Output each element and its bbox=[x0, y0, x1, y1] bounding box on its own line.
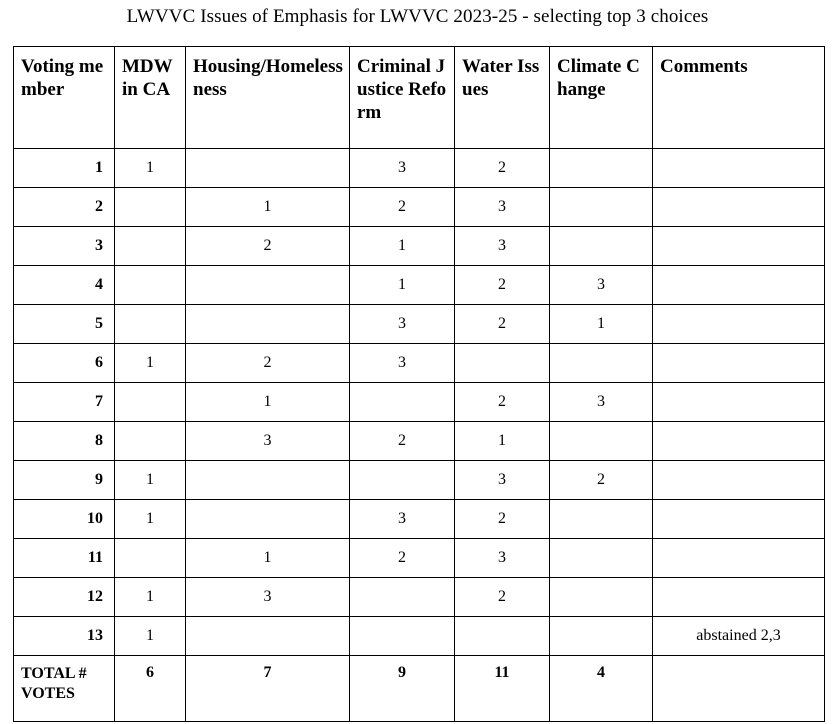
cell-comments bbox=[653, 500, 825, 539]
header-voting-member: Voting member bbox=[14, 47, 115, 149]
total-row bbox=[14, 656, 825, 722]
cell-mdw: 1 bbox=[115, 344, 186, 383]
cell-mdw bbox=[115, 266, 186, 305]
header-water-issues: Water Issues bbox=[455, 47, 550, 149]
header-comments: Comments bbox=[653, 47, 825, 149]
cell-housing: 1 bbox=[186, 539, 350, 578]
cell-housing bbox=[186, 149, 350, 188]
table-row bbox=[14, 539, 825, 578]
cell-housing bbox=[186, 500, 350, 539]
table-row bbox=[14, 188, 825, 227]
cell-mdw: 1 bbox=[115, 461, 186, 500]
cell-comments bbox=[653, 305, 825, 344]
cell-water: 2 bbox=[455, 578, 550, 617]
cell-comments bbox=[653, 227, 825, 266]
cell-housing: 2 bbox=[186, 227, 350, 266]
cell-mdw: 1 bbox=[115, 149, 186, 188]
table-row bbox=[14, 149, 825, 188]
cell-climate: 3 bbox=[550, 383, 653, 422]
cell-comments bbox=[653, 539, 825, 578]
table-row bbox=[14, 227, 825, 266]
cell-comments bbox=[653, 188, 825, 227]
cell-member: 2 bbox=[14, 188, 115, 227]
cell-comments bbox=[653, 383, 825, 422]
table-row bbox=[14, 305, 825, 344]
cell-housing: 1 bbox=[186, 383, 350, 422]
header-mdw-in-ca: MDW in CA bbox=[115, 47, 186, 149]
cell-housing: 3 bbox=[186, 578, 350, 617]
table-row bbox=[14, 461, 825, 500]
cell-comments bbox=[653, 266, 825, 305]
cell-mdw bbox=[115, 383, 186, 422]
cell-housing: 2 bbox=[186, 344, 350, 383]
cell-climate: 3 bbox=[550, 266, 653, 305]
cell-mdw bbox=[115, 539, 186, 578]
cell-climate bbox=[550, 188, 653, 227]
votes-table bbox=[13, 46, 825, 722]
cell-mdw bbox=[115, 422, 186, 461]
cell-water: 3 bbox=[455, 539, 550, 578]
cell-criminal: 3 bbox=[350, 344, 455, 383]
cell-mdw: 1 bbox=[115, 617, 186, 656]
total-criminal: 9 bbox=[350, 656, 455, 722]
cell-climate: 2 bbox=[550, 461, 653, 500]
total-mdw: 6 bbox=[115, 656, 186, 722]
cell-climate bbox=[550, 578, 653, 617]
cell-member: 9 bbox=[14, 461, 115, 500]
cell-mdw bbox=[115, 188, 186, 227]
table-row bbox=[14, 344, 825, 383]
total-label: TOTAL # VOTES bbox=[14, 656, 115, 722]
table-row bbox=[14, 578, 825, 617]
header-housing-homelessness: Housing/Homelessness bbox=[186, 47, 350, 149]
cell-criminal bbox=[350, 617, 455, 656]
cell-water: 2 bbox=[455, 149, 550, 188]
cell-member: 3 bbox=[14, 227, 115, 266]
cell-climate bbox=[550, 422, 653, 461]
cell-water: 2 bbox=[455, 383, 550, 422]
cell-criminal: 2 bbox=[350, 422, 455, 461]
cell-comments bbox=[653, 461, 825, 500]
cell-member: 6 bbox=[14, 344, 115, 383]
cell-housing bbox=[186, 266, 350, 305]
cell-climate bbox=[550, 500, 653, 539]
cell-mdw: 1 bbox=[115, 500, 186, 539]
cell-climate bbox=[550, 344, 653, 383]
cell-comments bbox=[653, 578, 825, 617]
cell-comments: abstained 2,3 bbox=[653, 617, 825, 656]
cell-member: 4 bbox=[14, 266, 115, 305]
cell-criminal: 2 bbox=[350, 188, 455, 227]
cell-member: 10 bbox=[14, 500, 115, 539]
cell-climate bbox=[550, 539, 653, 578]
table-row bbox=[14, 266, 825, 305]
cell-water: 3 bbox=[455, 188, 550, 227]
cell-climate bbox=[550, 149, 653, 188]
cell-criminal: 3 bbox=[350, 500, 455, 539]
cell-water: 2 bbox=[455, 305, 550, 344]
cell-water: 2 bbox=[455, 500, 550, 539]
cell-housing bbox=[186, 617, 350, 656]
cell-member: 1 bbox=[14, 149, 115, 188]
cell-climate bbox=[550, 617, 653, 656]
votes-body bbox=[14, 149, 825, 722]
cell-comments bbox=[653, 149, 825, 188]
cell-housing: 1 bbox=[186, 188, 350, 227]
cell-criminal: 3 bbox=[350, 149, 455, 188]
cell-member: 11 bbox=[14, 539, 115, 578]
total-water: 11 bbox=[455, 656, 550, 722]
cell-water: 2 bbox=[455, 266, 550, 305]
cell-mdw: 1 bbox=[115, 578, 186, 617]
cell-comments bbox=[653, 344, 825, 383]
cell-criminal: 3 bbox=[350, 305, 455, 344]
cell-water bbox=[455, 344, 550, 383]
cell-climate bbox=[550, 227, 653, 266]
cell-climate: 1 bbox=[550, 305, 653, 344]
table-row bbox=[14, 422, 825, 461]
cell-member: 12 bbox=[14, 578, 115, 617]
cell-criminal: 1 bbox=[350, 227, 455, 266]
cell-housing bbox=[186, 461, 350, 500]
cell-water: 3 bbox=[455, 461, 550, 500]
table-row bbox=[14, 383, 825, 422]
table-row bbox=[14, 500, 825, 539]
cell-mdw bbox=[115, 305, 186, 344]
header-criminal-justice-reform: Criminal Justice Reform bbox=[350, 47, 455, 149]
cell-housing: 3 bbox=[186, 422, 350, 461]
header-climate-change: Climate Change bbox=[550, 47, 653, 149]
cell-water: 3 bbox=[455, 227, 550, 266]
table-row bbox=[14, 617, 825, 656]
cell-member: 8 bbox=[14, 422, 115, 461]
cell-member: 13 bbox=[14, 617, 115, 656]
total-comments bbox=[653, 656, 825, 722]
cell-member: 7 bbox=[14, 383, 115, 422]
cell-criminal bbox=[350, 383, 455, 422]
cell-water bbox=[455, 617, 550, 656]
cell-water: 1 bbox=[455, 422, 550, 461]
cell-housing bbox=[186, 305, 350, 344]
cell-criminal bbox=[350, 578, 455, 617]
cell-comments bbox=[653, 422, 825, 461]
cell-member: 5 bbox=[14, 305, 115, 344]
page-title: LWVVC Issues of Emphasis for LWVVC 2023-25 - selecting top 3 choices bbox=[126, 6, 709, 27]
cell-criminal bbox=[350, 461, 455, 500]
total-climate: 4 bbox=[550, 656, 653, 722]
cell-mdw bbox=[115, 227, 186, 266]
cell-criminal: 1 bbox=[350, 266, 455, 305]
total-housing: 7 bbox=[186, 656, 350, 722]
cell-criminal: 2 bbox=[350, 539, 455, 578]
header-row bbox=[14, 47, 825, 149]
